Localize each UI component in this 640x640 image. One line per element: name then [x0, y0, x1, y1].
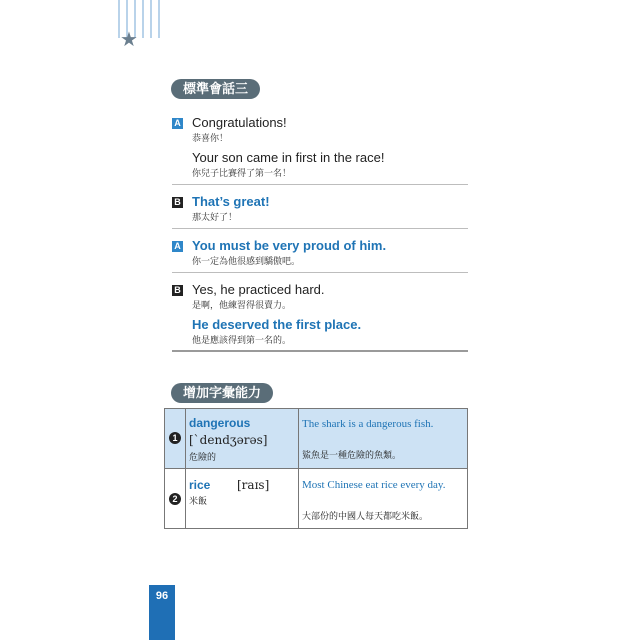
dialog-line-zh: 是啊，他練習得很賣力。	[192, 300, 292, 310]
vocab-example-zh: 大部份的中國人每天都吃米飯。	[302, 511, 429, 521]
section-title-vocabulary: 增加字彙能力	[171, 383, 273, 403]
vocab-phonetic: [ˋdendʒərəs]	[189, 433, 268, 447]
table-divider	[298, 409, 299, 528]
vocab-example-zh: 鯊魚是一種危險的魚類。	[302, 450, 402, 460]
vocab-word: rice	[189, 478, 211, 492]
dialog-line-en: Congratulations!	[192, 115, 287, 130]
vocab-meaning: 危險的	[189, 452, 217, 462]
table-divider	[185, 409, 186, 528]
table-divider	[165, 468, 467, 469]
dialog-line-en: Yes, he practiced hard.	[192, 282, 325, 297]
dialog-line-zh: 你兒子比賽得了第一名！	[192, 168, 292, 178]
row-number: 2	[169, 493, 181, 505]
table-row	[165, 409, 467, 468]
speaker-b-tag: B	[172, 197, 183, 208]
dialog-line-zh: 恭喜你！	[192, 133, 229, 143]
dialog-line-zh: 你一定為他很感到驕傲吧。	[192, 256, 301, 266]
table-row	[165, 469, 467, 528]
speaker-a-tag: A	[172, 241, 183, 252]
vocab-phonetic: [raɪs]	[237, 478, 270, 492]
section-title-conversation: 標準會話三	[171, 79, 260, 99]
vocab-word: dangerous	[189, 416, 251, 430]
star-icon: ★	[120, 29, 138, 51]
dialog-line-en: Your son came in first in the race!	[192, 150, 385, 165]
vocab-example: Most Chinese eat rice every day.	[302, 479, 446, 491]
speaker-a-tag: A	[172, 118, 183, 129]
divider	[172, 228, 468, 229]
divider	[172, 184, 468, 185]
speaker-b-tag: B	[172, 285, 183, 296]
dialog-line-en: He deserved the first place.	[192, 317, 362, 332]
dialog-line-en: That’s great!	[192, 194, 270, 209]
dialog-line-en: You must be very proud of him.	[192, 238, 387, 253]
divider	[172, 272, 468, 273]
divider	[172, 350, 468, 352]
vocabulary-table	[164, 408, 468, 529]
page-number: 96	[155, 590, 169, 602]
row-number: 1	[169, 432, 181, 444]
dialog-line-zh: 他是應該得到第一名的。	[192, 335, 292, 345]
vocab-example: The shark is a dangerous fish.	[302, 418, 434, 430]
dialog-line-zh: 那太好了！	[192, 212, 238, 222]
vocab-meaning: 米飯	[189, 496, 208, 506]
